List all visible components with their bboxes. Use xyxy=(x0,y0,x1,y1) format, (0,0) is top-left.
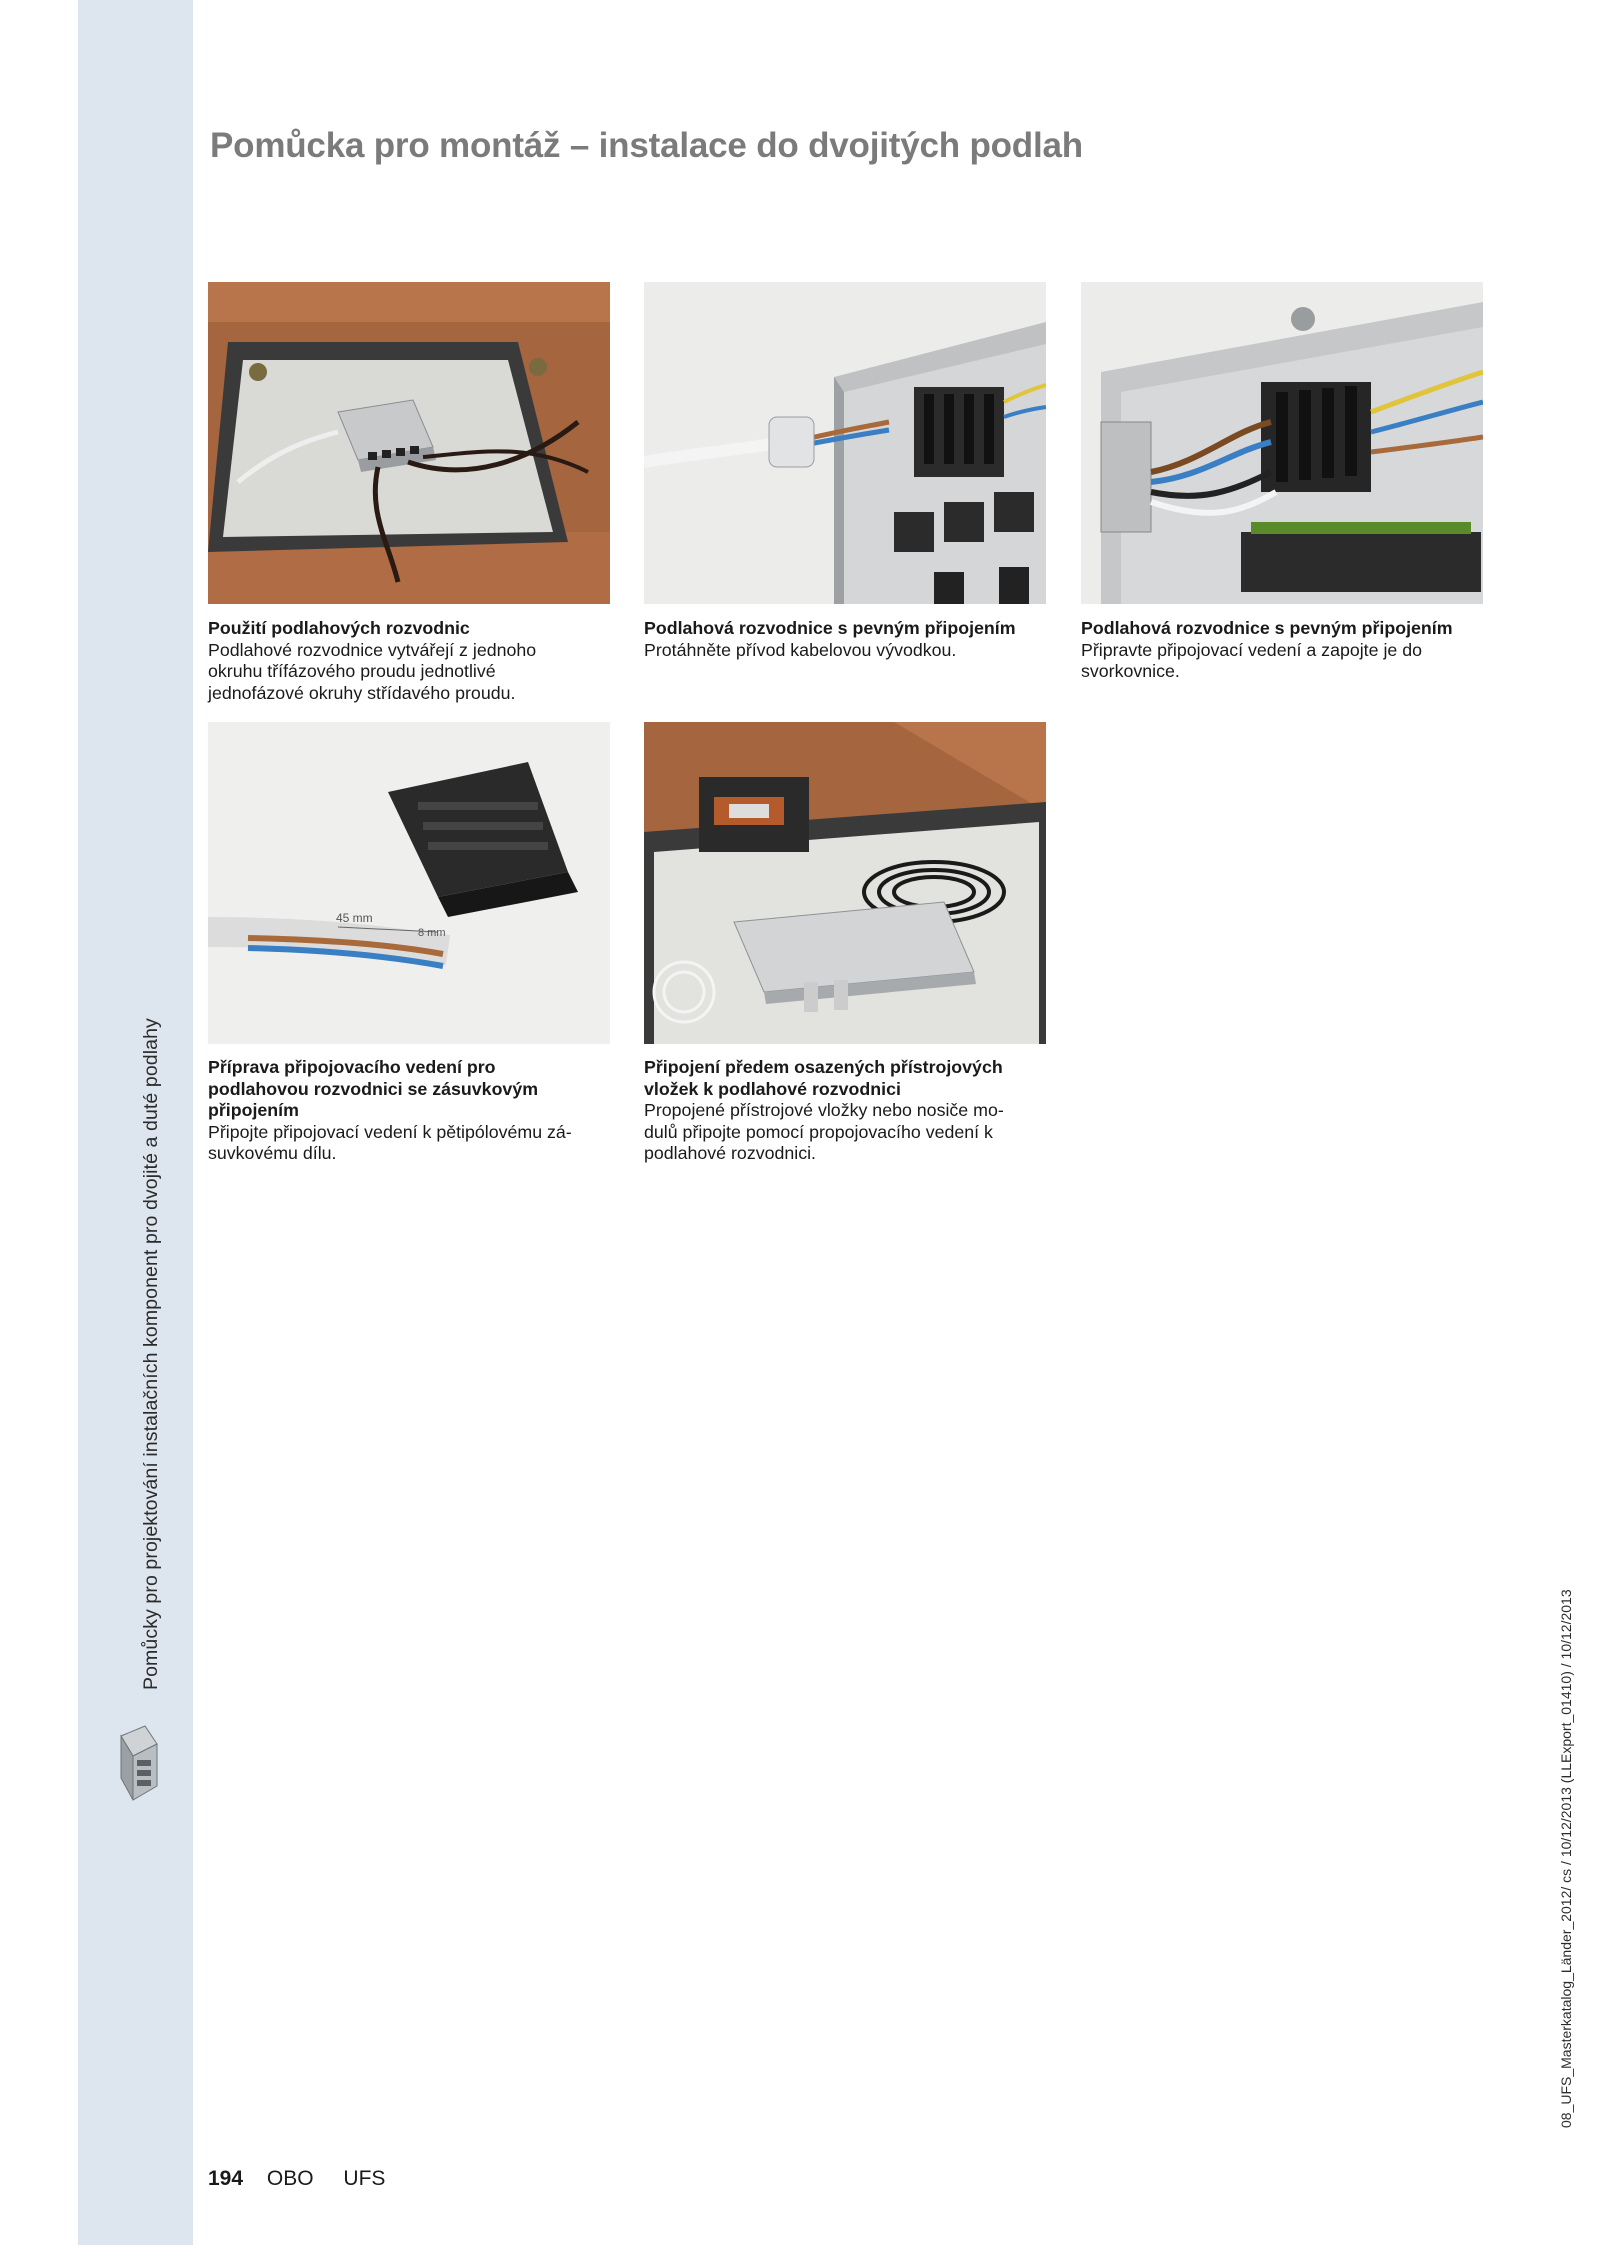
caption-heading: Podlahová rozvodnice s pevným připojením xyxy=(1081,618,1453,638)
photo-floor-distributor-usage xyxy=(208,282,610,604)
caption-heading-line: podlahovou rozvodnici se zásuvkovým xyxy=(208,1078,539,1099)
photo-terminal-wiring xyxy=(1081,282,1483,604)
caption-body-line: svorkovnice. xyxy=(1081,661,1180,681)
caption-body-line: Propojené přístrojové vložky nebo nosiče mo- xyxy=(644,1100,1004,1120)
caption-connector-cable-prep xyxy=(208,1057,608,1165)
caption-heading-line: vložek k podlahové rozvodnici xyxy=(644,1078,901,1099)
caption-body-line: Připravte připojovací vedení a zapojte je do xyxy=(1081,639,1423,660)
page-title: Pomůcka pro montáž – instalace do dvojitých podlah xyxy=(210,126,1083,165)
caption-body-line: Připojte připojovací vedení k pětipólovému zá- xyxy=(208,1121,572,1142)
caption-device-module-connection xyxy=(644,1057,1044,1165)
caption-body-line: dulů připojte pomocí propojovacího vedení k xyxy=(644,1121,993,1142)
photo-connector-cable-prep xyxy=(208,722,610,1044)
caption-heading-line: Připojení předem osazených přístrojových xyxy=(644,1057,1003,1077)
sidebar-band xyxy=(78,0,193,2245)
caption-body-line: okruhu třífázového proudu jednotlivé xyxy=(208,661,496,681)
caption-terminal-wiring xyxy=(1081,618,1481,683)
caption-heading: Podlahová rozvodnice s pevným připojením xyxy=(644,618,1016,638)
caption-body-line: podlahové rozvodnici. xyxy=(644,1143,816,1163)
caption-heading-line: připojením xyxy=(208,1100,299,1120)
caption-body-line: Podlahové rozvodnice vytvářejí z jednoho xyxy=(208,639,537,660)
brand-name: OBO xyxy=(266,2167,314,2190)
sidebar-section-label: Pomůcky pro projektování instalačních komponent pro dvojité a duté podlahy xyxy=(140,1018,162,1690)
floor-box-icon xyxy=(115,1722,163,1804)
dimension-label-8mm: 8 mm xyxy=(418,927,446,939)
caption-cable-gland xyxy=(644,618,1044,661)
caption-body-line: Protáhněte přívod kabelovou vývodkou. xyxy=(644,639,957,660)
section-name: UFS xyxy=(343,2167,386,2190)
photo-device-module-connection xyxy=(644,722,1046,1044)
caption-body-line: jednofázové okruhy střídavého proudu. xyxy=(208,682,516,703)
page-footer xyxy=(208,2167,385,2191)
dimension-label-45mm: 45 mm xyxy=(336,911,373,925)
photo-cable-gland xyxy=(644,282,1046,604)
document-meta: 08_UFS_Masterkatalog_Länder_2012/ cs / 10/12/2013 (LLExport_01410) / 10/12/2013 xyxy=(1558,1589,1574,2128)
caption-heading-line: Příprava připojovacího vedení pro xyxy=(208,1057,496,1077)
caption-heading: Použití podlahových rozvodnic xyxy=(208,618,470,638)
page-number: 194 xyxy=(208,2167,244,2190)
caption-body-line: suvkovému dílu. xyxy=(208,1143,337,1163)
caption-floor-distributor-usage xyxy=(208,618,608,704)
